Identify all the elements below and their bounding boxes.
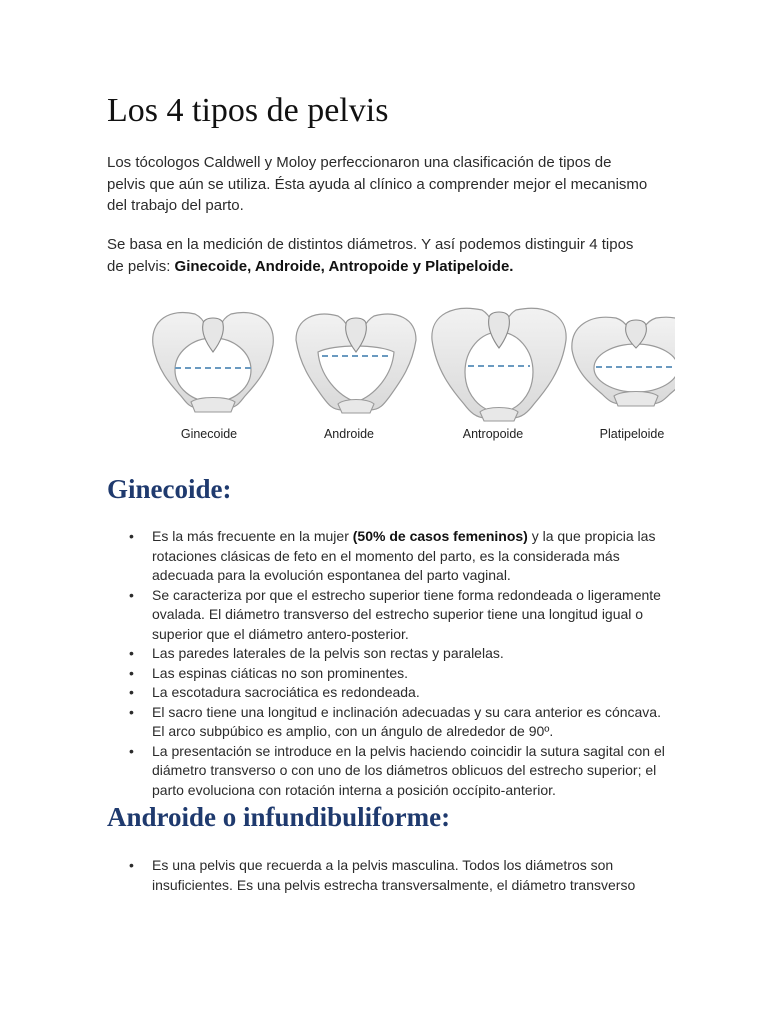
section-heading-androide: Androide o infundibuliforme: (107, 802, 451, 832)
intro-paragraph-1: Los tócologos Caldwell y Moloy perfeccionaron una clasificación de tipos de pelvis que aún se utiliza. Ésta ayuda al clínico a comprender mejor el mecanismo del trabajo del parto. (107, 154, 648, 214)
bullet-icon: • (129, 684, 134, 700)
page-title: Los 4 tipos de pelvis (107, 92, 389, 129)
pelvis-androide-illustration (296, 314, 416, 413)
pelvis-platipeloide-illustration (572, 317, 675, 406)
androide-bullet-list (107, 856, 667, 895)
bullet-icon: • (129, 703, 134, 720)
bullet-icon: • (129, 528, 134, 544)
ginecoide-bullet-list (107, 527, 667, 800)
bullet-icon: • (129, 664, 134, 681)
bullet-icon: • (129, 586, 134, 603)
list-item: • Las paredes laterales de la pelvis son rectas y paralelas. (107, 644, 667, 664)
pelvis-illustrations (145, 300, 675, 450)
list-item: • Es la más frecuente en la mujer (50% de casos femeninos) y la que propicia las rotaciones clásicas de feto en el momento del parto, es la considerada más adecuada para la evolución espontanea del parto vaginal. (129, 528, 656, 583)
pelvis-types-list: Ginecoide, Androide, Antropoide y Platipeloide. (174, 257, 514, 275)
bullet-icon: • (129, 645, 134, 661)
list-item: • Es una pelvis que recuerda a la pelvis masculina. Todos los diámetros son insuficientes. Es una pelvis estrecha transversalmente, el diámetro transverso (129, 857, 636, 893)
intro-paragraph-2-text: Se basa en la medición de distintos diámetros. Y así podemos distinguir 4 tipos de pelvis: (107, 236, 634, 275)
pelvis-ginecoide-illustration (153, 312, 274, 412)
figure-label-ginecoide: Ginecoide (180, 427, 238, 441)
list-item: • La escotadura sacrociática es redondeada. (107, 683, 667, 703)
figure-label-androide: Androide (323, 427, 375, 441)
figure-label-platipeloide: Platipeloide (599, 427, 665, 441)
pelvis-types-figure (145, 300, 675, 450)
bullet-icon: • (129, 857, 134, 873)
intro-paragraph-2 (107, 234, 652, 277)
list-item: • El sacro tiene una longitud e inclinación adecuadas y su cara anterior es cóncava. El arco subpúbico es amplio, con un ángulo de alrededor de 90º. (129, 703, 661, 739)
list-item: • Las espinas ciáticas no son prominentes. (107, 664, 667, 684)
figure-label-antropoide: Antropoide (462, 427, 524, 441)
list-item: • Se caracteriza por que el estrecho superior tiene forma redondeada o ligeramente ovalada. El diámetro transverso del estrecho superior tiene una longitud igual o superior que el diámetro antero-posterior. (129, 586, 661, 642)
bullet-icon: • (129, 742, 134, 759)
list-item: • La presentación se introduce en la pelvis haciendo coincidir la sutura sagital con el diámetro transverso o con uno de los diámetros oblicuos del estrecho superior; el parto evoluciona con rotación interna a posición occípito-anterior. (129, 742, 665, 798)
section-heading-ginecoide: Ginecoide: (107, 474, 232, 504)
pelvis-antropoide-illustration (432, 308, 566, 421)
highlight-percentage: (50% de casos femeninos) (352, 528, 528, 544)
